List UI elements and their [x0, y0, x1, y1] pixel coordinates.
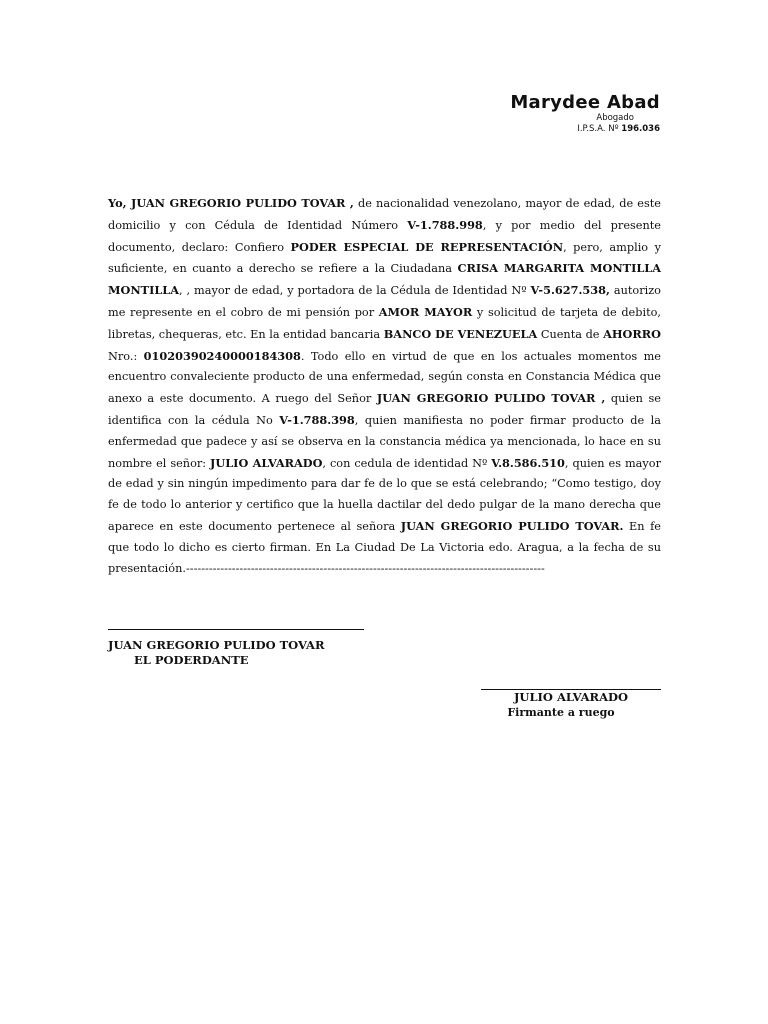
grantor-id: V-1.788.998	[407, 217, 483, 232]
text-segment: , quien es mayor de edad y sin ningún impedimento para dar fe de lo que se está celebrando; “Como testigo, doy fe de todo lo anterior y certifico que la huella dactilar del dedo pulgar de la mano derecha que aparece en este documento pertenece al señora	[108, 456, 661, 533]
witness-id: V.8.586.510	[491, 455, 565, 470]
text-segment: de nacionalidad venezolano, mayor de edad, de este domicilio y con Cédula de Identidad Número	[108, 197, 661, 232]
text-segment: autorizo me represente en el cobro de mi pensión por	[108, 284, 661, 319]
grantor-intro: Yo, JUAN GREGORIO PULIDO TOVAR ,	[108, 196, 354, 210]
text-segment: . Todo ello en virtud de que en los actuales momentos me encuentro convaleciente producto de una enfermedad, según consta en Constancia Médica que anexo a este documento. A ruego del Señor	[108, 349, 661, 406]
lawyer-title: Abogado	[596, 113, 634, 123]
grantor-id-repeat: V-1.788.398	[279, 412, 355, 427]
text-segment: , quien manifiesta no poder firmar producto de la enfermedad que padece y así se observa en la constancia médica ya mencionada, lo hace en su nombre el señor:	[108, 413, 661, 470]
grantor-name-repeat: JUAN GREGORIO PULIDO TOVAR ,	[376, 391, 606, 406]
witness-signature-name: JULIO ALVARADO	[513, 690, 629, 704]
witness-name: JULIO ALVARADO	[210, 455, 323, 470]
attorney-id: V-5.627.538,	[530, 283, 610, 298]
account-number: 01020390240000184308	[143, 348, 301, 363]
ipsa-number: 196.036	[621, 124, 660, 134]
text-segment: , pero, amplio y suficiente, en cuanto a derecho se refiere a la Ciudadana	[108, 240, 662, 276]
text-segment: Nro.:	[108, 349, 144, 363]
letterhead	[510, 92, 660, 135]
text-segment: , , mayor de edad, y portadora de la Cédula de Identidad Nº	[179, 284, 531, 298]
text-segment: , con cedula de identidad Nº	[322, 456, 492, 470]
grantor-signature-role: EL PODERDANTE	[134, 653, 249, 667]
witness-signature-role: Firmante a ruego	[507, 706, 615, 719]
text-segment: Cuenta de	[537, 327, 604, 341]
power-of-attorney-text	[108, 193, 661, 579]
ipsa-label: I.P.S.A. Nº	[577, 124, 619, 134]
account-type: AHORRO	[603, 326, 661, 341]
text-segment: quien se identifica con la cédula No	[108, 392, 661, 427]
signature-line	[108, 629, 364, 630]
text-segment: y solicitud de tarjeta de debito, libretas, chequeras, etc. En la entidad bancaria	[108, 305, 662, 341]
bank-name: BANCO DE VENEZUELA	[383, 326, 538, 341]
ipsa-registration	[510, 124, 660, 135]
grantor-signature-name: JUAN GREGORIO PULIDO TOVAR	[108, 638, 325, 652]
witness-signature-block	[481, 689, 661, 720]
attorney-name: CRISA MARGARITA MONTILLA MONTILLA	[108, 261, 661, 298]
pension-type: AMOR MAYOR	[378, 304, 473, 319]
power-type: PODER ESPECIAL DE REPRESENTACIÓN	[290, 239, 564, 254]
lawyer-name: Marydee Abad	[510, 92, 660, 113]
grantor-name-final: JUAN GREGORIO PULIDO TOVAR.	[400, 518, 624, 533]
grantor-signature-block	[108, 629, 364, 668]
text-segment: , y por medio del presente documento, declaro: Confiero	[108, 218, 661, 254]
text-segment: En fe que todo lo dicho es cierto firman. En La Ciudad De La Victoria edo. Aragua, a la fecha de su presentación.----------------------------------------------------------------------------------------------	[108, 519, 661, 575]
